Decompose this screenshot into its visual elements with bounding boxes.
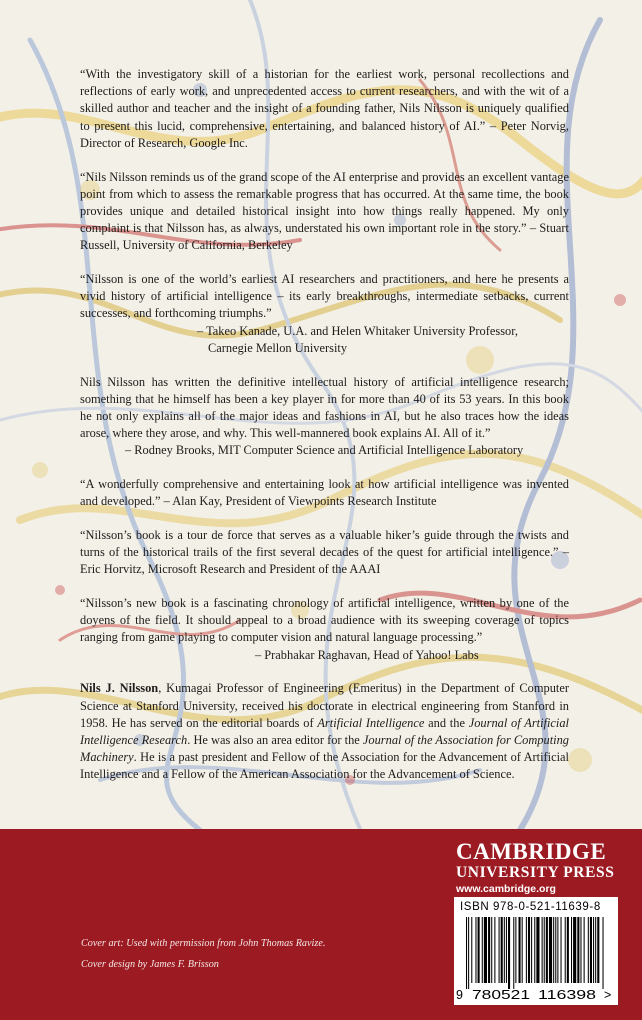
quote-text: “Nilsson’s book is a tour de force that serves as a valuable hiker’s guide through the twists and turns of the historical trails of the first several decades of the quest for artificial intelligence.” [80, 527, 569, 560]
barcode-bar [549, 917, 552, 983]
barcode-bar [478, 917, 480, 983]
barcode-bar [515, 917, 516, 983]
isbn-barcode-box [454, 897, 618, 1005]
barcode-bar [491, 917, 492, 983]
barcode-bar [553, 917, 554, 983]
barcode-bar [542, 917, 543, 983]
barcode-bar [513, 917, 514, 989]
barcode-addon-marker: > [604, 988, 612, 1002]
barcode-bar [588, 917, 589, 983]
barcode-bar [519, 917, 521, 983]
quote-kay [80, 476, 569, 510]
barcode-bar [595, 917, 596, 983]
quote-attribution: – Peter Norvig, Director of Research, Google Inc. [80, 118, 569, 150]
bio-text-2: and the [424, 715, 469, 730]
barcode-bar [555, 917, 556, 983]
publisher-url: www.cambridge.org [456, 883, 556, 895]
barcode-bar [597, 917, 599, 983]
quote-attribution-line2: Carnegie Mellon University [208, 340, 348, 355]
quote-text: “Nils Nilsson reminds us of the grand scope of the AI enterprise and provides an excellent vantage point from which to assess the remarkable progress that has occurred. At the same time, the book provides unique and detailed historical insight into how things really happened. My only complaint is that Nilsson has, as always, understated his own important role in the story.” [80, 169, 569, 236]
quote-raghavan [80, 595, 569, 664]
barcode-bar [561, 917, 562, 983]
barcode-bar [577, 917, 579, 983]
isbn-label: ISBN 978-0-521-11639-8 [460, 901, 601, 913]
barcode-bar [494, 917, 495, 983]
barcode-bar [501, 917, 503, 983]
barcode-bar [557, 917, 558, 983]
barcode-bar [593, 917, 594, 983]
barcode-bar [522, 917, 523, 983]
barcode-bar [565, 917, 566, 983]
bio-text-3: . He was also an area editor for the [187, 733, 363, 747]
barcode-bar [484, 917, 487, 983]
barcode-bar [590, 917, 592, 983]
barcode-bar [531, 917, 532, 983]
publisher-name-line2: UNIVERSITY PRESS [456, 864, 615, 881]
barcode-bar [482, 917, 483, 983]
quote-attribution-line1: – Takeo Kanade, U.A. and Helen Whitaker University Professor, [197, 323, 518, 338]
quote-horvitz [80, 527, 569, 579]
quote-attribution: – Rodney Brooks, MIT Computer Science and Artificial Intelligence Laboratory [125, 443, 524, 458]
bio-journal-2: Journal of Artificial Intelligence Research [80, 715, 569, 747]
publisher-band [0, 829, 642, 1020]
quote-attribution: – Prabhakar Raghavan, Head of Yahoo! Labs [255, 647, 479, 662]
barcode-bar [571, 917, 572, 983]
barcode-bar [475, 917, 476, 983]
blurbs-text-area [80, 66, 569, 800]
cover-credits [81, 933, 325, 975]
barcode-bar [573, 917, 576, 983]
barcode-digit-first: 9 [456, 988, 463, 1002]
barcode-bar [468, 917, 469, 989]
cover-design-credit: Cover design by James F. Brisson [81, 959, 219, 970]
cover-art-credit: Cover art: Used with permission from John Thomas Ravize. [81, 938, 326, 949]
quote-attribution: – Eric Horvitz, Microsoft Research and President of the AAAI [80, 545, 569, 577]
publisher-logo [456, 839, 614, 895]
barcode-bar [506, 917, 507, 983]
quote-brooks [80, 374, 569, 460]
barcode-bar [534, 917, 535, 983]
author-bio [80, 680, 569, 783]
quote-text: Nils Nilsson has written the definitive intellectual history of artificial intelligence research; something that he himself has been a key player in for more than 40 of its 53 years. In this book he not only explains all of the major ideas and fashions in AI, but he also traces how the ideas arose, where they arose, and why. This well-mannered book explains AI. All of it.” [80, 374, 569, 441]
bio-text-4: . He is a past president and Fellow of the Association for the Advancement of Artificial Intelligence and a Fellow of the American Association for the Advancement of Science. [80, 750, 569, 782]
author-name: Nils J. Nilsson [80, 681, 159, 696]
bio-journal-3: Journal of the Association for Computing Machinery [80, 733, 569, 765]
bio-text-1: , Kumagai Professor of Engineering (Emeritus) in the Department of Computer Science at Stanford University, received his doctorate in electrical engineering from Stanford in 1958. He has served on the editorial boards of [80, 681, 569, 730]
quote-norvig [80, 66, 569, 152]
barcode-digits-left: 780521 [472, 988, 531, 1002]
barcode-bar [466, 917, 467, 989]
quote-kanade [80, 271, 569, 357]
barcode-bar [584, 917, 585, 983]
barcode-bar [567, 917, 569, 983]
barcode-bar [504, 917, 505, 983]
quote-russell [80, 169, 569, 255]
quote-attribution: – Stuart Russell, University of California, Berkeley [80, 221, 569, 253]
barcode-bar [536, 917, 539, 983]
quote-attribution: – Alan Kay, President of Viewpoints Research Institute [163, 494, 437, 509]
barcode-bar [544, 917, 545, 983]
barcode-bar [546, 917, 548, 983]
quote-text: “With the investigatory skill of a historian for the earliest work, personal recollections and reflections of early work, and unprecedented access to current researchers, and with the wit of a skilled author and teacher and the insight of a founding father, Nils Nilsson is uniquely qualified to present this lucid, comprehensive, entertaining, and balanced history of AI.” [80, 67, 569, 133]
barcode-bar [526, 917, 527, 983]
barcode-graphic [454, 915, 618, 1003]
barcode-bar [580, 917, 581, 983]
barcode-bar [528, 917, 530, 983]
barcode-bar [508, 917, 510, 989]
barcode-bar [471, 917, 472, 983]
publisher-name-line1: CAMBRIDGE [456, 839, 607, 864]
barcode-bar [603, 917, 604, 989]
bio-journal-1: Artificial Intelligence [317, 715, 425, 730]
quote-text: “A wonderfully comprehensive and entertaining look at how artificial intelligence was invented and developed.” [80, 477, 569, 509]
barcode-bars [466, 917, 604, 989]
quote-text: “Nilsson is one of the world’s earliest AI researchers and practitioners, and here he presents a vivid history of artificial intelligence – its early breakthroughs, intermediate setbacks, current successes, and forthcoming triumphs.” [80, 272, 569, 321]
barcode-bar [499, 917, 500, 983]
quote-text: “Nilsson’s new book is a fascinating chronology of artificial intelligence, written by one of the doyens of the field. It should appeal to a broad audience with its sweeping coverage of topics ranging from game playing to computer vision and natural language processing.” [80, 596, 569, 645]
barcode-digits-right: 116398 [538, 988, 597, 1002]
barcode-bar [488, 917, 490, 983]
